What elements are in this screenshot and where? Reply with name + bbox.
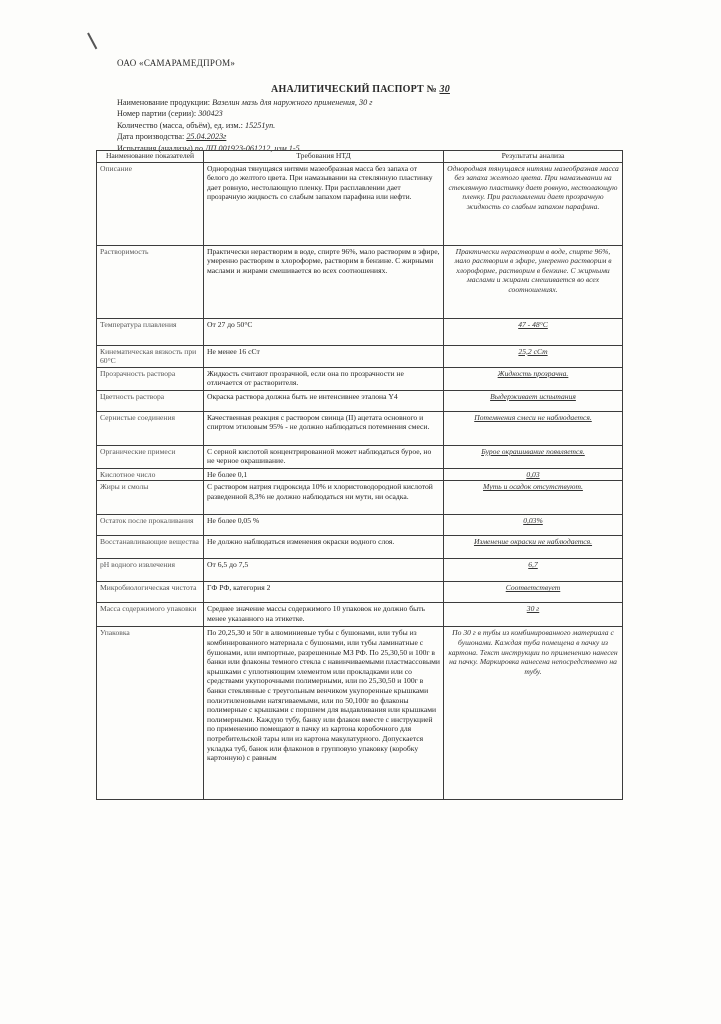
row-requirement: Не более 0,05 % [204, 515, 444, 536]
row-result [444, 390, 623, 411]
result-text: Соответствует [505, 583, 561, 593]
table-row [97, 468, 623, 481]
row-result [444, 318, 623, 345]
title-text: АНАЛИТИЧЕСКИЙ ПАСПОРТ № [271, 84, 437, 95]
date-label: Дата производства: [117, 132, 185, 142]
quantity-label: Количество (масса, объём), ед. изм.: [117, 120, 243, 130]
row-requirement: Практически нерастворим в воде, спирте 96%, мало растворим в эфире, умеренно растворим в хлороформе, растворим в бензине. С жирными маслами и жирами смешивается во всех соотношениях. [204, 245, 444, 318]
company-name: ОАО «САМАРАМЕДПРОМ» [117, 58, 236, 68]
row-indicator-name: Восстанавливающие вещества [97, 536, 204, 559]
row-indicator-name: Описание [97, 162, 204, 245]
header-indicator: Наименование показателей [97, 151, 204, 163]
product-label: Наименование продукции: [117, 98, 211, 107]
passport-number: 30 [439, 84, 450, 95]
result-text: 0,03% [523, 516, 543, 526]
row-result [444, 536, 623, 559]
row-indicator-name: Кислотное число [97, 468, 204, 481]
tests-label: Испытания (анализы) [117, 143, 193, 153]
table-row [97, 445, 623, 468]
tests-value: по ЛП 001923-061212, изм.1-5 [194, 143, 300, 153]
row-result: По 30 г в тубы из комбинированного материала с бушонами. Каждая туба помещена в пачку из картона. Текст инструкции по применению нанесен на пачку. Маркировка нанесена непосредственно на тубу. [444, 627, 623, 800]
row-requirement: Среднее значение массы содержимого 10 упаковок не должно быть менее указанного на этикетке. [204, 603, 444, 627]
result-text: Жидкость прозрачна. [497, 368, 569, 378]
row-indicator-name: Кинематическая вязкость при 60°С [97, 345, 204, 367]
row-result [444, 481, 623, 515]
row-indicator-name: Цветность раствора [97, 390, 204, 411]
result-text: 6,7 [528, 560, 538, 570]
row-result [444, 367, 623, 390]
row-requirement: Однородная тянущаяся нитями мазеобразная масса без запаха от белого до желтого цвета. При намазывании на стеклянную пластинку дает ровную, нестолающую пленку. При расплавлении дает прозрачную жидкость со слабым запахом парафина или нефти. [204, 162, 444, 245]
result-text: 47 - 48°С [518, 319, 548, 329]
table-row [97, 367, 623, 390]
table-row [97, 390, 623, 411]
row-result [444, 603, 623, 627]
row-indicator-name: Упаковка [97, 627, 204, 800]
result-text: Изменение окраски не наблюдается. [473, 537, 593, 547]
table-row [97, 245, 623, 318]
date-line [117, 131, 372, 142]
row-result [444, 582, 623, 603]
document-title [0, 84, 721, 95]
scan-artifact-line [87, 33, 97, 50]
table-row [97, 627, 623, 800]
table-row [97, 559, 623, 582]
result-text: 30 г [526, 604, 540, 614]
row-requirement: ГФ РФ, категория 2 [204, 582, 444, 603]
result-text: Бурое окрашивание появляется. [481, 446, 585, 456]
row-requirement: Не должно наблюдаться изменения окраски водного слоя. [204, 536, 444, 559]
row-indicator-name: Прозрачность раствора [97, 367, 204, 390]
batch-value: 300423 [198, 109, 223, 119]
quantity-line [117, 120, 372, 131]
header-results: Результаты анализа [444, 151, 623, 163]
batch-label: Номер партии (серии): [117, 109, 197, 119]
table-row [97, 582, 623, 603]
row-result [444, 345, 623, 367]
row-indicator-name: Растворимость [97, 245, 204, 318]
row-requirement: Не более 0,1 [204, 468, 444, 481]
row-requirement: От 27 до 50°С [204, 318, 444, 345]
analysis-table [96, 150, 623, 800]
row-result [444, 445, 623, 468]
row-result [444, 411, 623, 445]
row-indicator-name: Жиры и смолы [97, 481, 204, 515]
table-row [97, 162, 623, 245]
row-indicator-name: Остаток после прокаливания [97, 515, 204, 536]
table-header-row [97, 151, 623, 163]
row-indicator-name: Органические примеси [97, 445, 204, 468]
product-value: Вазелин мазь для наружного применения, 30 г [212, 98, 373, 107]
product-line [117, 97, 372, 108]
row-indicator-name: Температура плавления [97, 318, 204, 345]
row-requirement: С серной кислотой концентрированной может наблюдаться бурое, но не черное окрашивание. [204, 445, 444, 468]
product-info-block [117, 97, 372, 154]
row-result [444, 468, 623, 481]
result-text: 0,03 [526, 469, 540, 479]
table-row [97, 481, 623, 515]
table-row [97, 318, 623, 345]
header-requirements: Требования НТД [204, 151, 444, 163]
row-requirement: Качественная реакция с раствором свинца (II) ацетата основного и спиртом этиловым 95% - не должно наблюдаться потемнения смеси. [204, 411, 444, 445]
table-row [97, 603, 623, 627]
date-value: 25.04.2023г [186, 132, 227, 142]
table-row [97, 411, 623, 445]
table-row [97, 536, 623, 559]
row-requirement: Жидкость считают прозрачной, если она по прозрачности не отличается от растворителя. [204, 367, 444, 390]
row-result [444, 559, 623, 582]
row-indicator-name: Масса содержимого упаковки [97, 603, 204, 627]
batch-line [117, 108, 372, 119]
row-requirement: По 20,25,30 и 50г в алюминиевые тубы с бушонами, или тубы из комбинированного материала с бушонами, или тубы ламинатные с бушонами, или импортные, разрешенные МЗ РФ. По 25,30,50 и 100г в банки или флаконы темного стекла с навинчиваемыми пластмассовыми крышками с уплотняющим элементом или прокладками или со средствами укупорочными полимерными, или по 25,30,50 и 100г в банки стеклянные с треугольным венчиком укупоренные крышками полиэтиленовыми натягиваемыми, или по 50,100г во флаконы полимерные с крышками с поршнем для выдавливания или крышками полимерными. Каждую тубу, банку или флакон вместе с инструкцией по применению помещают в пачку из картона коробочного для потребительской тары или из картона макулатурного. Допускается укладка туб, банок или флаконов в групповую упаковку (коробку картонную) с равным [204, 627, 444, 800]
row-requirement: От 6,5 до 7,5 [204, 559, 444, 582]
quantity-value: 15251уп. [244, 120, 276, 130]
result-text: Потемнения смеси не наблюдается. [474, 412, 592, 422]
row-requirement: Окраска раствора должна быть не интенсивнее эталона Y4 [204, 390, 444, 411]
row-indicator-name: Сернистые соединения [97, 411, 204, 445]
result-text: Выдерживает испытания [490, 391, 576, 401]
result-text: Муть и осадок отсутствуют. [483, 482, 583, 492]
row-result [444, 515, 623, 536]
result-text: 25,2 сСт [518, 346, 548, 356]
row-result: Однородная тянущаяся нитями мазеобразная масса без запаха желтого цвета. При намазывании на стеклянную пластинку дает ровную, нестолающую пленку. При расплавлении дает прозрачную жидкость со слабым запахом парафина. [444, 162, 623, 245]
row-indicator-name: Микробиологическая чистота [97, 582, 204, 603]
table-row [97, 345, 623, 367]
table-row [97, 515, 623, 536]
row-indicator-name: pH водного извлечения [97, 559, 204, 582]
row-result: Практически нерастворим в воде, спирте 96%, мало растворим в эфире, умеренно растворим в хлороформе, растворим в бензине. С жирными маслами и жирами смешивается во всех соотношениях. [444, 245, 623, 318]
row-requirement: С раствором натрия гидроксида 10% и хлористоводородной кислотой разведенной 8,3% не должно наблюдаться ни мути, ни осадка. [204, 481, 444, 515]
row-requirement: Не менее 16 сСт [204, 345, 444, 367]
